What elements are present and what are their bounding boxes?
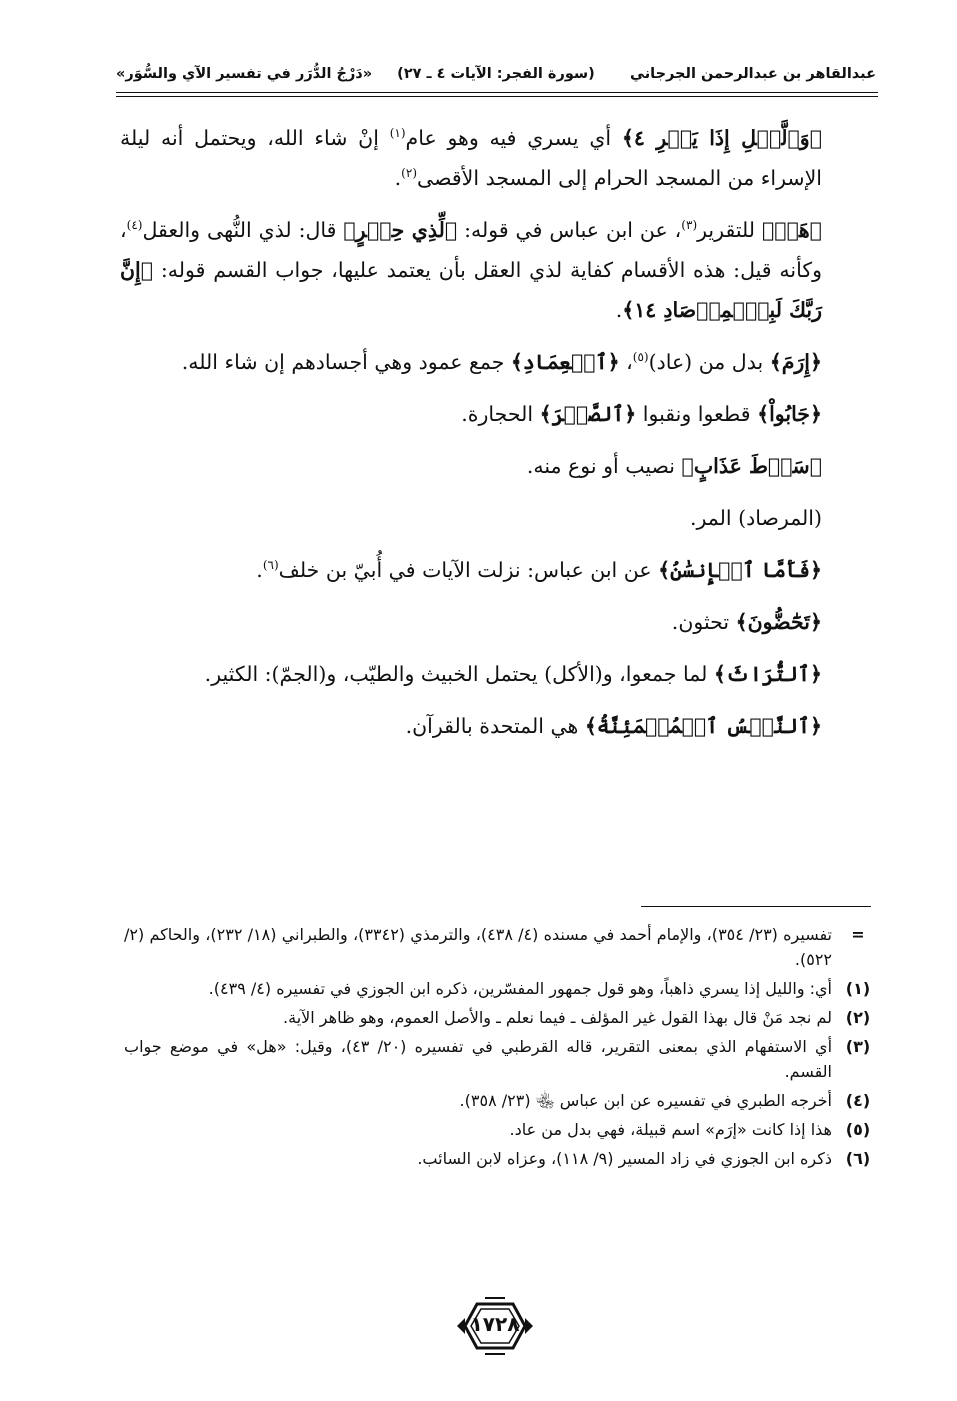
body-text: بدل من (عاد) — [648, 350, 770, 374]
footnote-text: أي: والليل إذا يسري ذاهباً، وهو قول جمهور المفسّرين، ذكره ابن الجوزي في تفسيره (٤/ ٤٣٩). — [208, 979, 832, 998]
body-text: . — [615, 298, 623, 322]
body-text: (المرصاد) المر. — [689, 506, 822, 530]
footnote-ref[interactable]: (١) — [389, 126, 406, 141]
body-text: ، وكأنه قيل: هذه الأقسام كفاية لذي العقل بأن يعتمد عليها، جواب القسم قوله: — [120, 218, 822, 282]
footnotes — [124, 922, 876, 1175]
footnote-separator — [641, 906, 871, 907]
footnote-continued — [124, 922, 876, 972]
body-text: قال: لذي النُّهى والعقل — [142, 218, 344, 242]
footnote-number: (٤) — [845, 1091, 871, 1110]
paragraph-insan — [120, 550, 872, 590]
body-text: أي يسري فيه وهو عام — [405, 126, 622, 150]
quran-quote: ﴿سَوۡطَ عَذَابٍ﴾ — [681, 454, 822, 478]
body-text: الحجارة. — [461, 402, 540, 426]
footnote-ref[interactable]: (٥) — [632, 350, 649, 365]
footnote-3 — [124, 1034, 876, 1084]
header-rule — [116, 92, 878, 93]
paragraph-jabu — [120, 394, 872, 434]
running-header — [116, 62, 876, 90]
footnote-4 — [124, 1088, 876, 1113]
footnote-number: (٦) — [845, 1149, 871, 1168]
footnote-text: هذا إذا كانت «إرَم» اسم قبيلة، فهي بدل من عاد. — [509, 1120, 832, 1139]
quran-quote: ﴿إِرَمَ﴾ — [769, 350, 822, 374]
body-text: هي المتحدة بالقرآن. — [405, 714, 585, 738]
body-text: ، عن ابن عباس في قوله: — [457, 218, 682, 242]
paragraph-night — [120, 118, 872, 198]
footnote-number: (١) — [845, 979, 871, 998]
quran-quote: ﴿ٱلنَّفۡسُ ٱلۡمُطۡمَئِنَّةُ﴾ — [584, 714, 822, 738]
paragraph-sawt — [120, 446, 872, 486]
quran-quote: ﴿ٱلتُّرَاثَ﴾ — [713, 662, 822, 686]
footnote-ref[interactable]: (٢) — [401, 166, 417, 181]
main-text — [120, 118, 872, 758]
body-text: نصيب أو نوع منه. — [526, 454, 682, 478]
paragraph-hal — [120, 210, 872, 330]
paragraph-tahaddun — [120, 602, 872, 642]
header-surah-range: (سورة الفجر: الآيات ٤ ـ ٢٧) — [397, 66, 595, 82]
footnote-ref[interactable]: (٤) — [126, 218, 143, 233]
header-rule-thin — [116, 96, 878, 97]
quran-quote: ﴿لِّذِي حِجۡرٍ﴾ — [343, 218, 458, 242]
body-text: جمع عمود وهي أجسادهم إن شاء الله. — [181, 350, 511, 374]
footnote-text: لم نجد مَنْ قال بهذا القول غير المؤلف ـ فيما نعلم ـ والأصل العموم، وهو ظاهر الآية. — [283, 1008, 832, 1027]
body-text: قطعوا ونقبوا — [636, 402, 758, 426]
body-text: إنْ شاء الله، ويحتمل أنه ليلة الإسراء من المسجد الحرام إلى المسجد الأقصى — [120, 126, 822, 190]
footnote-text: أي الاستفهام الذي بمعنى التقرير، قاله القرطبي في تفسيره (٢٠/ ٤٣)، وقيل: «هل» في موضع جواب القسم. — [124, 1037, 833, 1081]
paragraph-nafs — [120, 706, 872, 746]
page-number-ornament — [455, 1296, 535, 1356]
body-text: . — [256, 558, 263, 582]
footnote-number: (٣) — [845, 1037, 871, 1056]
body-text: للتقرير — [697, 218, 762, 242]
body-text: لما جمعوا، و(الأكل) يحتمل الخبيث والطيّب، و(الجمّ): الكثير. — [204, 662, 714, 686]
header-book-title: «دَرْجُ الدُّرَر في تفسير الآي والسُّوَر» — [116, 66, 373, 82]
footnote-text: تفسيره (٢٣/ ٣٥٤)، والإمام أحمد في مسنده (٤/ ٤٣٨)، والترمذي (٣٣٤٢)، والطبراني (١٨/ ٢٣٢)، والحاكم (٢/ ٥٢٢). — [124, 925, 833, 969]
quran-quote: ﴿وَٱلَّيۡلِ إِذَا يَسۡرِ ٤﴾ — [621, 126, 823, 150]
page-number: ١٧٢٨ — [470, 1312, 520, 1336]
footnote-text: ذكره ابن الجوزي في زاد المسير (٩/ ١١٨)، وعزاه لابن السائب. — [417, 1149, 832, 1168]
footnote-2 — [124, 1005, 876, 1030]
quran-quote: ﴿تَحَٰٓضُّونَ﴾ — [735, 610, 822, 634]
body-text: تحثون. — [671, 610, 736, 634]
footnote-ref[interactable]: (٣) — [681, 218, 698, 233]
paragraph-iram — [120, 342, 872, 382]
paragraph-mirsad — [120, 498, 872, 538]
footnote-6 — [124, 1146, 876, 1171]
footnote-number: (٥) — [845, 1120, 871, 1139]
body-text: عن ابن عباس: نزلت الآيات في أُبيّ بن خلف — [278, 558, 659, 582]
body-text: ، — [619, 350, 633, 374]
quran-quote: ﴿ٱلۡعِمَادِ﴾ — [510, 350, 620, 374]
footnote-5 — [124, 1117, 876, 1142]
quran-quote: ﴿إِنَّ رَبَّكَ لَبِٱلۡمِرۡصَادِ ١٤﴾ — [120, 258, 822, 322]
quran-quote: ﴿هَلۡ﴾ — [761, 218, 822, 242]
footnote-ref[interactable]: (٦) — [262, 558, 279, 573]
body-text: . — [394, 166, 402, 190]
quran-quote: ﴿فَأَمَّا ٱلۡإِنسَٰنُ﴾ — [658, 558, 822, 582]
paragraph-turath — [120, 654, 872, 694]
header-author: عبدالقاهر بن عبدالرحمن الجرجاني — [630, 66, 876, 82]
footnote-number: (٢) — [845, 1008, 871, 1027]
quran-quote: ﴿ٱلصَّخۡرَ﴾ — [539, 402, 637, 426]
footnote-text: أخرجه الطبري في تفسيره عن ابن عباس ﵄ (٢٣/ ٣٥٨). — [459, 1091, 832, 1110]
footnote-number: = — [851, 925, 865, 944]
quran-quote: ﴿جَابُواْ﴾ — [757, 402, 822, 426]
footnote-1 — [124, 976, 876, 1001]
